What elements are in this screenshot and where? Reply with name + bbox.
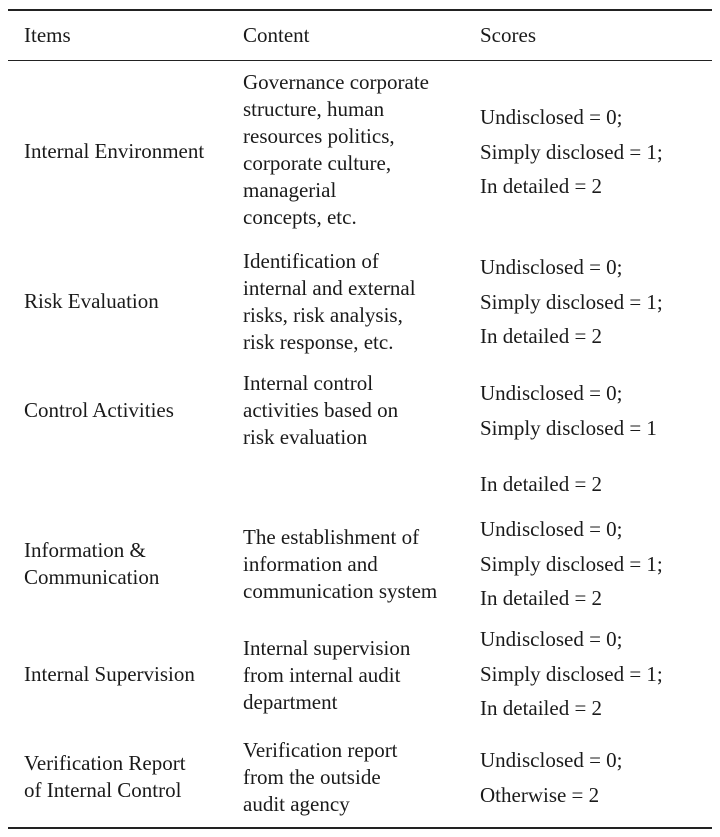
row-scores: Undisclosed = 0; Otherwise = 2 bbox=[480, 748, 623, 807]
row-scores: Undisclosed = 0; Simply disclosed = 1; In detailed = 2 bbox=[480, 627, 663, 720]
header-rule bbox=[8, 60, 712, 61]
top-rule bbox=[8, 9, 712, 11]
row-content: Governance corporate structure, human resources politics, corporate culture, managerial concepts, etc. bbox=[243, 70, 429, 229]
row-item: Verification Report of Internal Control bbox=[24, 751, 186, 802]
bottom-rule bbox=[8, 827, 712, 829]
row-item: Risk Evaluation bbox=[24, 289, 159, 313]
row-item: Internal Supervision bbox=[24, 662, 195, 686]
row-scores: Undisclosed = 0; Simply disclosed = 1; In detailed = 2 bbox=[480, 105, 663, 198]
row-content: Identification of internal and external risks, risk analysis, risk response, etc. bbox=[243, 249, 416, 354]
row-content: The establishment of information and communication system bbox=[243, 525, 438, 603]
row-scores: Undisclosed = 0; Simply disclosed = 1; In detailed = 2 bbox=[480, 255, 663, 348]
row-item: Information & Communication bbox=[24, 538, 160, 589]
row-content: Internal supervision from internal audit department bbox=[243, 636, 411, 714]
row-item: Control Activities bbox=[24, 398, 174, 422]
header-items: Items bbox=[24, 23, 71, 47]
row-scores: Undisclosed = 0; Simply disclosed = 1; In detailed = 2 bbox=[480, 517, 663, 610]
header-scores: Scores bbox=[480, 23, 536, 47]
row-scores: Undisclosed = 0; Simply disclosed = 1 bbox=[480, 381, 657, 440]
row-content: Verification report from the outside audit agency bbox=[243, 738, 398, 816]
row-content: Internal control activities based on risk evaluation bbox=[243, 371, 399, 449]
row-scores-extra: In detailed = 2 bbox=[480, 472, 603, 496]
header-content: Content bbox=[243, 23, 310, 47]
row-item: Internal Environment bbox=[24, 139, 205, 163]
